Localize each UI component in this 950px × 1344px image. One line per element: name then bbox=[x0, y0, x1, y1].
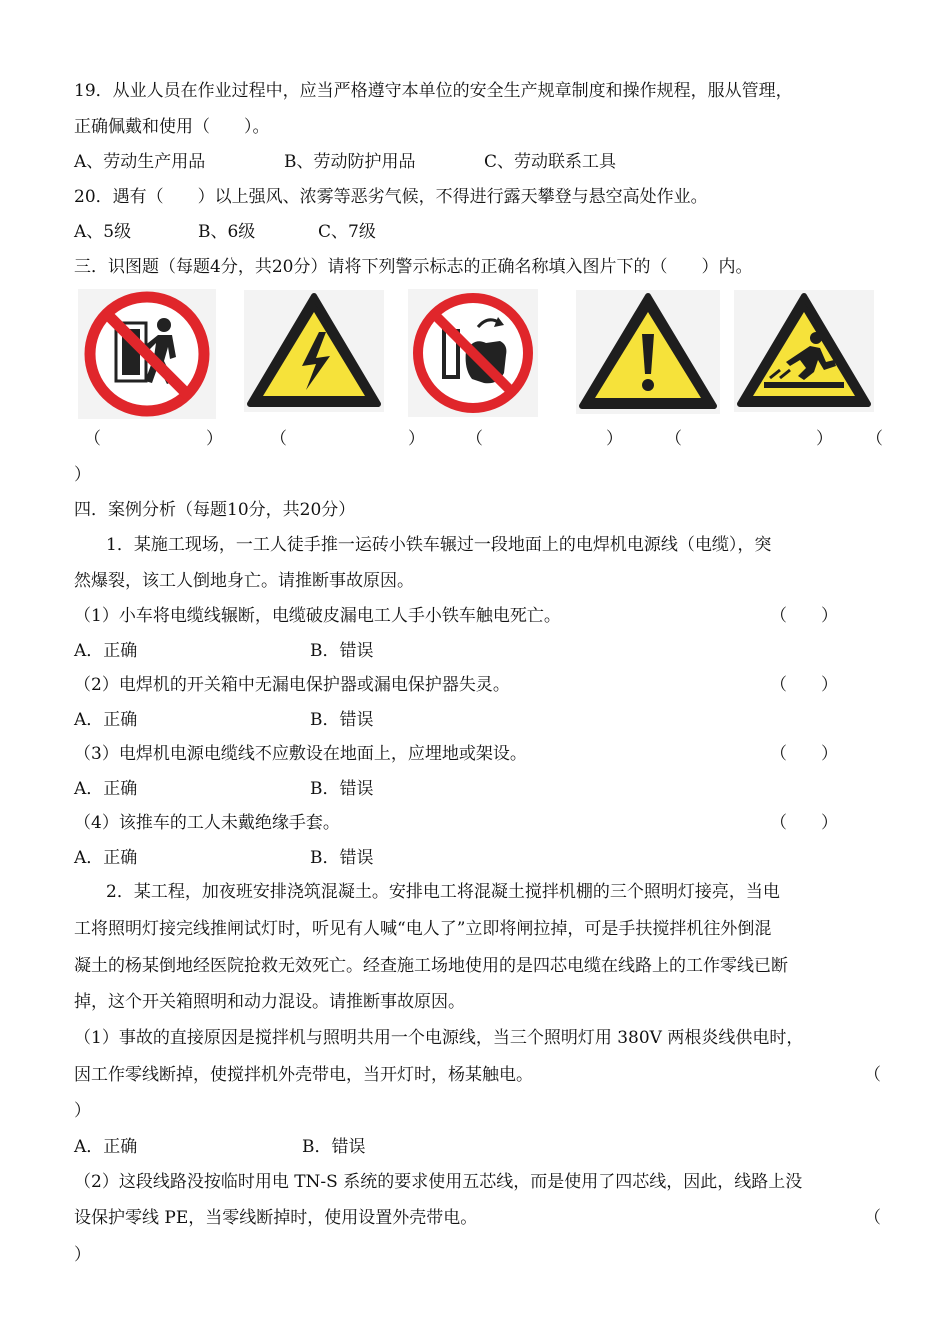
section-4-heading: 四．案例分析（每题10分，共20分） bbox=[74, 500, 356, 520]
case-1-item-2-paren: （ ） bbox=[770, 675, 838, 695]
q19-line-2: 正确佩戴和使用（ ）。 bbox=[74, 117, 270, 137]
case-2-line-2: 工将照明灯接完线推闸试灯时，听见有人喊“电人了”立即将闸拉掉，可是手扶搅拌机往外倒混 bbox=[74, 919, 772, 939]
q20-line-1: 20．遇有（ ）以上强风、浓雾等恶劣气候，不得进行露天攀登与悬空高处作业。 bbox=[74, 187, 708, 207]
sign-blank-1-close: ） bbox=[206, 429, 223, 449]
case-2-item-1-option-a: A．正确 bbox=[74, 1137, 138, 1157]
case-2-item-1-option-b: B．错误 bbox=[302, 1137, 366, 1157]
sign-blank-3-close: ） bbox=[606, 429, 623, 449]
case-1-item-3-paren: （ ） bbox=[770, 744, 838, 764]
q19-option-c: C、劳动联系工具 bbox=[484, 152, 617, 172]
sign-blank-4-open: （ bbox=[665, 429, 682, 449]
case-2-item-1-line-2: 因工作零线断掉，使搅拌机外壳带电，当开灯时，杨某触电。 bbox=[74, 1065, 533, 1085]
no-touch-sign bbox=[408, 289, 538, 417]
case-1-item-1-paren: （ ） bbox=[770, 606, 838, 626]
sign-blank-1-open: （ bbox=[84, 429, 101, 449]
case-1-item-1: （1）小车将电缆线辗断，电缆破皮漏电工人手小铁车触电死亡。 bbox=[74, 606, 561, 626]
case-1-item-4: （4）该推车的工人未戴绝缘手套。 bbox=[74, 813, 340, 833]
q19-option-a: A、劳动生产用品 bbox=[74, 152, 206, 172]
case-2-item-1-line-1: （1）事故的直接原因是搅拌机与照明共用一个电源线，当三个照明灯用 380V 两根炎线供电时， bbox=[74, 1028, 804, 1048]
sign-blank-2-close: ） bbox=[408, 429, 425, 449]
case-1-item-2-option-b: B．错误 bbox=[310, 710, 374, 730]
case-1-item-4-paren: （ ） bbox=[770, 813, 838, 833]
sign-blank-4-close: ） bbox=[816, 429, 833, 449]
case-2-line-4: 掉，这个开关箱照明和动力混设。请推断事故原因。 bbox=[74, 992, 465, 1012]
case-1-item-3: （3）电焊机电源电缆线不应敷设在地面上，应埋地或架设。 bbox=[74, 744, 527, 764]
case-1-line-2: 然爆裂，该工人倒地身亡。请推断事故原因。 bbox=[74, 571, 414, 591]
q20-option-c: C、7级 bbox=[318, 222, 376, 242]
case-2-item-1-paren-open: （ bbox=[864, 1065, 881, 1085]
sign-blank-5-open: （ bbox=[866, 429, 883, 449]
case-1-item-4-option-b: B．错误 bbox=[310, 848, 374, 868]
case-1-item-3-option-a: A．正确 bbox=[74, 779, 138, 799]
case-1-item-4-option-a: A．正确 bbox=[74, 848, 138, 868]
case-1-line-1: 1．某施工现场，一工人徒手推一运砖小铁车辗过一段地面上的电焊机电源线（电缆），突 bbox=[106, 535, 772, 555]
slip-hazard-sign bbox=[734, 290, 874, 412]
sign-blank-3-open: （ bbox=[466, 429, 483, 449]
no-entry-person-sign bbox=[78, 289, 216, 419]
case-1-item-3-option-b: B．错误 bbox=[310, 779, 374, 799]
general-warning-sign bbox=[576, 290, 720, 414]
case-1-item-1-option-b: B．错误 bbox=[310, 641, 374, 661]
q20-option-b: B、6级 bbox=[198, 222, 256, 242]
case-2-item-1-paren-close: ） bbox=[74, 1101, 91, 1121]
case-2-item-2-line-1: （2）这段线路没按临时用电 TN-S 系统的要求使用五芯线，而是使用了四芯线，因此，线路上没 bbox=[74, 1172, 803, 1192]
section-3-heading: 三．识图题（每题4分，共20分）请将下列警示标志的正确名称填入图片下的（ ）内。 bbox=[74, 257, 753, 277]
q19-line-1: 19．从业人员在作业过程中，应当严格遵守本单位的安全生产规章制度和操作规程，服从管理， bbox=[74, 81, 793, 101]
electric-shock-warning-sign bbox=[244, 290, 384, 412]
case-2-line-3: 凝土的杨某倒地经医院抢救无效死亡。经查施工场地使用的是四芯电缆在线路上的工作零线已断 bbox=[74, 956, 788, 976]
case-2-item-2-line-2: 设保护零线 PE，当零线断掉时，使用设置外壳带电。 bbox=[74, 1208, 478, 1228]
sign-blank-5-close: ） bbox=[74, 465, 91, 485]
q20-option-a: A、5级 bbox=[74, 222, 132, 242]
sign-blank-2-open: （ bbox=[270, 429, 287, 449]
case-2-item-2-paren-close: ） bbox=[74, 1245, 91, 1265]
case-2-line-1: 2．某工程，加夜班安排浇筑混凝土。安排电工将混凝土搅拌机棚的三个照明灯接亮，当电 bbox=[106, 882, 780, 902]
case-1-item-1-option-a: A．正确 bbox=[74, 641, 138, 661]
case-2-item-2-paren-open: （ bbox=[864, 1208, 881, 1228]
case-1-item-2: （2）电焊机的开关箱中无漏电保护器或漏电保护器失灵。 bbox=[74, 675, 510, 695]
q19-option-b: B、劳动防护用品 bbox=[284, 152, 416, 172]
case-1-item-2-option-a: A．正确 bbox=[74, 710, 138, 730]
